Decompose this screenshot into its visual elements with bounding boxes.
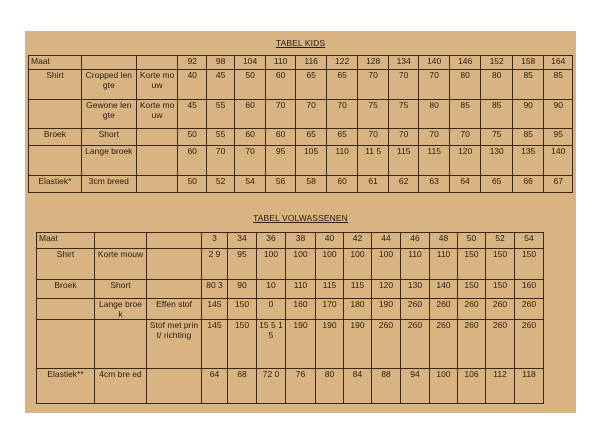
subcategory-cell: Lange broek <box>95 299 147 320</box>
size-header-cell: 116 <box>296 56 327 70</box>
value-cell: 260 <box>372 320 401 369</box>
value-cell: 60 <box>265 70 296 100</box>
value-cell: 60 <box>235 129 266 146</box>
value-cell: 260 <box>430 299 458 320</box>
value-cell: 95 <box>228 249 257 280</box>
value-cell: 190 <box>286 320 316 369</box>
value-cell: 100 <box>286 249 316 280</box>
value-cell: 60 <box>265 129 296 146</box>
value-cell: 75 <box>388 100 419 129</box>
value-cell: 70 <box>449 129 481 146</box>
value-cell: 60 <box>326 176 358 193</box>
value-cell: 150 <box>486 249 515 280</box>
value-cell: 61 <box>358 176 389 193</box>
value-cell: 85 <box>512 70 544 100</box>
value-cell: 70 <box>419 129 450 146</box>
value-cell: 90 <box>544 100 573 129</box>
category-cell: Shirt <box>29 70 82 100</box>
value-cell: 150 <box>486 280 515 299</box>
value-cell: 95 <box>265 146 296 176</box>
value-cell: 63 <box>419 176 450 193</box>
value-cell: 70 <box>388 70 419 100</box>
value-cell: 260 <box>430 320 458 369</box>
value-cell: 130 <box>481 146 513 176</box>
value-cell: 100 <box>257 249 286 280</box>
size-header-cell: 140 <box>419 56 450 70</box>
size-header-cell: 104 <box>235 56 266 70</box>
value-cell: 115 <box>388 146 419 176</box>
detail-cell <box>136 146 178 176</box>
size-header-cell: 158 <box>512 56 544 70</box>
size-header-cell: 40 <box>316 233 344 249</box>
value-cell: 80 <box>316 369 344 404</box>
value-cell: 52 <box>206 176 234 193</box>
subcategory-cell: Lange broek <box>81 146 136 176</box>
value-cell: 95 <box>544 129 573 146</box>
subcategory-cell: Short <box>81 129 136 146</box>
value-cell: 70 <box>296 100 327 129</box>
value-cell: 150 <box>228 299 257 320</box>
value-cell: 100 <box>344 249 372 280</box>
value-cell: 260 <box>515 320 544 369</box>
value-cell: 112 <box>486 369 515 404</box>
value-cell: 110 <box>326 146 358 176</box>
value-cell: 260 <box>486 299 515 320</box>
detail-cell: Effen stof <box>147 299 202 320</box>
value-cell: 260 <box>486 320 515 369</box>
value-cell: 160 <box>515 280 544 299</box>
value-cell: 106 <box>458 369 486 404</box>
value-cell: 100 <box>372 249 401 280</box>
value-cell: 85 <box>512 129 544 146</box>
category-cell: Shirt <box>37 249 95 280</box>
subcategory-cell: 4cm bre ed <box>95 369 147 404</box>
value-cell: 84 <box>344 369 372 404</box>
value-cell: 190 <box>316 320 344 369</box>
size-header-cell: 38 <box>286 233 316 249</box>
value-cell: 260 <box>515 299 544 320</box>
value-cell: 45 <box>206 70 234 100</box>
value-cell: 145 <box>202 299 228 320</box>
value-cell: 170 <box>316 299 344 320</box>
value-cell: 160 <box>286 299 316 320</box>
value-cell: 55 <box>206 100 234 129</box>
value-cell: 94 <box>401 369 430 404</box>
value-cell: 66 <box>512 176 544 193</box>
adult-table-title: TABEL VOLWASSENEN <box>253 213 348 223</box>
value-cell: 90 <box>512 100 544 129</box>
detail-cell: Korte mouw <box>136 100 178 129</box>
size-header-cell: 46 <box>401 233 430 249</box>
value-cell: 72 0 <box>257 369 286 404</box>
size-header-cell: 50 <box>458 233 486 249</box>
value-cell: 85 <box>544 70 573 100</box>
value-cell: 85 <box>449 100 481 129</box>
size-header-cell: 98 <box>206 56 234 70</box>
size-header-cell: 3 <box>202 233 228 249</box>
value-cell: 150 <box>458 249 486 280</box>
size-header-cell: 34 <box>228 233 257 249</box>
value-cell: 118 <box>515 369 544 404</box>
empty-cell <box>81 56 136 70</box>
value-cell: 190 <box>372 299 401 320</box>
value-cell: 260 <box>401 320 430 369</box>
subcategory-cell: Short <box>95 280 147 299</box>
value-cell: 55 <box>206 129 234 146</box>
value-cell: 145 <box>202 320 228 369</box>
size-header-cell: 110 <box>265 56 296 70</box>
value-cell: 70 <box>326 100 358 129</box>
value-cell: 62 <box>388 176 419 193</box>
value-cell: 56 <box>265 176 296 193</box>
value-cell: 65 <box>481 176 513 193</box>
detail-cell <box>147 369 202 404</box>
table-row <box>37 369 576 404</box>
empty-cell <box>147 233 202 249</box>
value-cell: 15 5 15 <box>257 320 286 369</box>
value-cell: 120 <box>372 280 401 299</box>
value-cell: 140 <box>430 280 458 299</box>
value-cell: 115 <box>419 146 450 176</box>
value-cell: 70 <box>358 70 389 100</box>
size-header-label: Maat <box>37 233 95 249</box>
value-cell: 100 <box>430 369 458 404</box>
size-header-cell: 36 <box>257 233 286 249</box>
size-header-cell: 42 <box>344 233 372 249</box>
table-row <box>37 299 576 320</box>
value-cell: 115 <box>316 280 344 299</box>
value-cell: 110 <box>401 249 430 280</box>
category-cell: Elastiek* <box>29 176 82 193</box>
value-cell: 40 <box>178 70 206 100</box>
header-row <box>29 56 573 70</box>
size-header-cell: 92 <box>178 56 206 70</box>
category-cell: Broek <box>29 129 82 146</box>
size-header-cell: 164 <box>544 56 573 70</box>
value-cell: 110 <box>430 249 458 280</box>
value-cell: 70 <box>206 146 234 176</box>
value-cell: 68 <box>228 369 257 404</box>
size-header-cell: 122 <box>326 56 358 70</box>
detail-cell: Korte mouw <box>136 70 178 100</box>
value-cell: 80 <box>481 70 513 100</box>
size-header-cell: 134 <box>388 56 419 70</box>
value-cell: 70 <box>235 146 266 176</box>
value-cell: 190 <box>344 320 372 369</box>
value-cell: 58 <box>296 176 327 193</box>
value-cell: 150 <box>458 280 486 299</box>
value-cell: 120 <box>449 146 481 176</box>
value-cell: 180 <box>344 299 372 320</box>
value-cell: 88 <box>372 369 401 404</box>
value-cell: 50 <box>178 176 206 193</box>
value-cell: 260 <box>401 299 430 320</box>
value-cell: 45 <box>178 100 206 129</box>
table-row <box>37 249 576 280</box>
table-row <box>29 146 573 176</box>
subcategory-cell: Cropped lengte <box>81 70 136 100</box>
value-cell: 60 <box>235 100 266 129</box>
table-row <box>29 129 573 146</box>
value-cell: 80 <box>419 100 450 129</box>
value-cell: 70 <box>358 129 389 146</box>
category-cell <box>29 100 82 129</box>
value-cell: 260 <box>458 299 486 320</box>
value-cell: 85 <box>481 100 513 129</box>
value-cell: 11 5 <box>358 146 389 176</box>
value-cell: 135 <box>512 146 544 176</box>
value-cell: 70 <box>388 129 419 146</box>
value-cell: 76 <box>286 369 316 404</box>
subcategory-cell: Gewone lengte <box>81 100 136 129</box>
value-cell: 65 <box>326 70 358 100</box>
size-header-cell: 48 <box>430 233 458 249</box>
category-cell <box>37 299 95 320</box>
detail-cell <box>147 249 202 280</box>
value-cell: 100 <box>316 249 344 280</box>
value-cell: 70 <box>265 100 296 129</box>
header-row <box>37 233 576 249</box>
adult-size-table <box>36 232 576 404</box>
table-row <box>29 100 573 129</box>
detail-cell <box>136 176 178 193</box>
table-row <box>29 176 573 193</box>
size-header-cell: 44 <box>372 233 401 249</box>
size-header-cell: 128 <box>358 56 389 70</box>
detail-cell: Stof met print/ richting <box>147 320 202 369</box>
value-cell: 2 9 <box>202 249 228 280</box>
size-header-cell: 152 <box>481 56 513 70</box>
value-cell: 150 <box>515 249 544 280</box>
subcategory-cell: Korte mouw <box>95 249 147 280</box>
detail-cell <box>147 280 202 299</box>
empty-cell <box>136 56 178 70</box>
value-cell: 64 <box>202 369 228 404</box>
size-header-cell: 54 <box>515 233 544 249</box>
value-cell: 67 <box>544 176 573 193</box>
value-cell: 60 <box>178 146 206 176</box>
subcategory-cell <box>95 320 147 369</box>
value-cell: 64 <box>449 176 481 193</box>
table-row <box>37 320 576 369</box>
kids-table-title: TABEL KIDS <box>275 38 326 48</box>
category-cell <box>37 320 95 369</box>
empty-cell <box>95 233 147 249</box>
category-cell: Broek <box>37 280 95 299</box>
value-cell: 65 <box>296 129 327 146</box>
table-row <box>37 280 576 299</box>
value-cell: 80 3 <box>202 280 228 299</box>
table-row <box>29 70 573 100</box>
value-cell: 90 <box>228 280 257 299</box>
value-cell: 130 <box>401 280 430 299</box>
subcategory-cell: 3cm breed <box>81 176 136 193</box>
kids-size-table <box>28 55 573 193</box>
value-cell: 140 <box>544 146 573 176</box>
detail-cell <box>136 129 178 146</box>
value-cell: 10 <box>257 280 286 299</box>
category-cell <box>29 146 82 176</box>
size-header-cell: 146 <box>449 56 481 70</box>
value-cell: 75 <box>358 100 389 129</box>
category-cell: Elastiek** <box>37 369 95 404</box>
value-cell: 0 <box>257 299 286 320</box>
value-cell: 75 <box>481 129 513 146</box>
size-header-cell: 52 <box>486 233 515 249</box>
value-cell: 70 <box>419 70 450 100</box>
size-header-label: Maat <box>29 56 82 70</box>
value-cell: 80 <box>449 70 481 100</box>
value-cell: 260 <box>458 320 486 369</box>
value-cell: 150 <box>228 320 257 369</box>
value-cell: 50 <box>235 70 266 100</box>
value-cell: 50 <box>178 129 206 146</box>
value-cell: 110 <box>286 280 316 299</box>
value-cell: 105 <box>296 146 327 176</box>
value-cell: 115 <box>344 280 372 299</box>
value-cell: 65 <box>326 129 358 146</box>
value-cell: 54 <box>235 176 266 193</box>
value-cell: 65 <box>296 70 327 100</box>
